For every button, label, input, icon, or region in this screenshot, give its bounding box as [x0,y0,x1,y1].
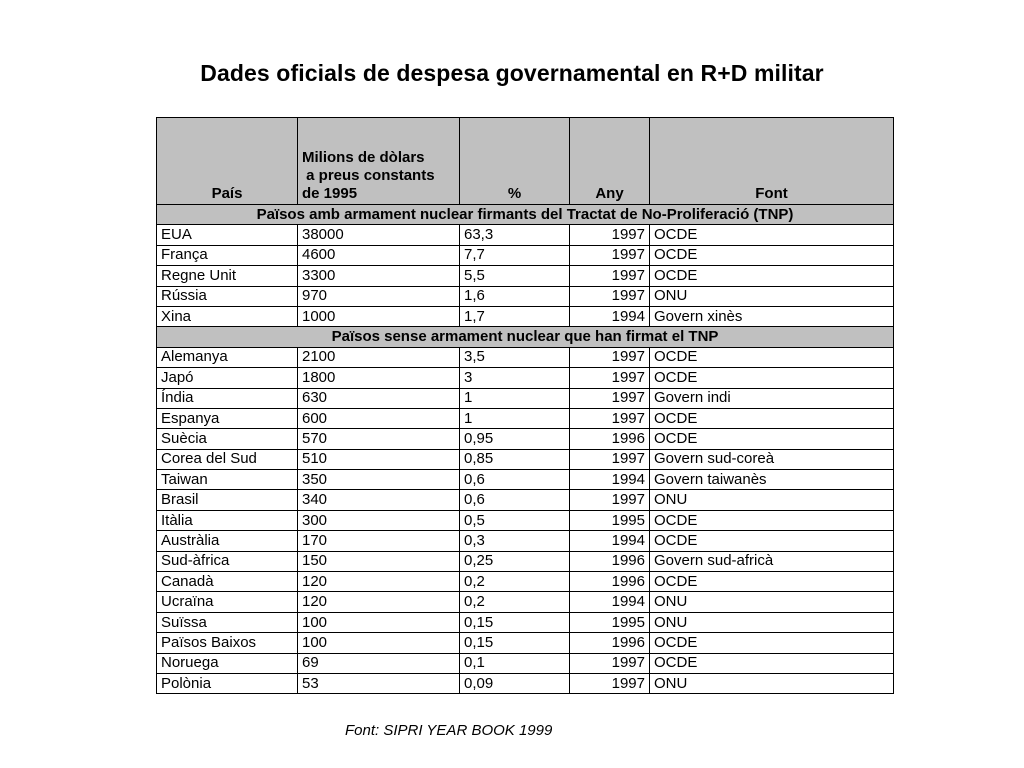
cell-country: Polònia [157,673,298,693]
table-row [157,490,894,510]
cell-country: Canadà [157,572,298,592]
cell-percent: 0,85 [460,449,570,469]
page-title: Dades oficials de despesa governamental en R+D militar [200,60,824,86]
cell-millions: 510 [298,449,460,469]
cell-percent: 0,6 [460,490,570,510]
cell-source: OCDE [650,368,894,388]
cell-country: Itàlia [157,510,298,530]
group-label: Països sense armament nuclear que han firmat el TNP [157,327,894,347]
cell-source: Govern taiwanès [650,470,894,490]
cell-year: 1994 [570,306,650,326]
table-body [157,205,894,694]
cell-source: OCDE [650,531,894,551]
table-row [157,225,894,245]
cell-year: 1996 [570,572,650,592]
cell-country: Japó [157,368,298,388]
table-row [157,286,894,306]
cell-year: 1997 [570,286,650,306]
cell-millions: 53 [298,673,460,693]
cell-percent: 0,95 [460,429,570,449]
cell-millions: 1800 [298,368,460,388]
table-header-row [157,118,894,205]
cell-percent: 1 [460,388,570,408]
cell-millions: 340 [298,490,460,510]
cell-millions: 300 [298,510,460,530]
cell-country: EUA [157,225,298,245]
cell-millions: 69 [298,653,460,673]
table-row [157,449,894,469]
group-header-row [157,327,894,347]
group-label: Països amb armament nuclear firmants del Tractat de No-Proliferació (TNP) [157,205,894,225]
table-row [157,408,894,428]
cell-country: Rússia [157,286,298,306]
cell-source: OCDE [650,266,894,286]
cell-country: Taiwan [157,470,298,490]
cell-country: Espanya [157,408,298,428]
table-row [157,510,894,530]
table-row [157,388,894,408]
cell-year: 1995 [570,510,650,530]
source-footnote: Font: SIPRI YEAR BOOK 1999 [345,722,553,739]
cell-country: Alemanya [157,347,298,367]
cell-percent: 0,2 [460,572,570,592]
cell-country: Sud-àfrica [157,551,298,571]
table-row [157,531,894,551]
cell-millions: 570 [298,429,460,449]
cell-country: Països Baixos [157,633,298,653]
cell-millions: 120 [298,592,460,612]
header-country: País [157,118,298,205]
cell-millions: 38000 [298,225,460,245]
cell-percent: 0,6 [460,470,570,490]
cell-source: Govern sud-coreà [650,449,894,469]
cell-millions: 1000 [298,306,460,326]
cell-percent: 0,3 [460,531,570,551]
cell-percent: 3,5 [460,347,570,367]
cell-millions: 150 [298,551,460,571]
cell-source: OCDE [650,429,894,449]
cell-source: OCDE [650,347,894,367]
cell-percent: 1 [460,408,570,428]
cell-source: ONU [650,612,894,632]
cell-percent: 0,15 [460,633,570,653]
cell-millions: 100 [298,612,460,632]
cell-source: ONU [650,490,894,510]
cell-millions: 630 [298,388,460,408]
cell-source: OCDE [650,572,894,592]
header-percent: % [460,118,570,205]
cell-source: Govern indi [650,388,894,408]
cell-year: 1997 [570,347,650,367]
cell-year: 1996 [570,633,650,653]
cell-year: 1997 [570,225,650,245]
cell-year: 1997 [570,449,650,469]
table-row [157,673,894,693]
cell-millions: 600 [298,408,460,428]
table-row [157,592,894,612]
table-row [157,245,894,265]
cell-country: Suïssa [157,612,298,632]
cell-year: 1994 [570,592,650,612]
cell-millions: 350 [298,470,460,490]
cell-millions: 3300 [298,266,460,286]
cell-source: ONU [650,673,894,693]
cell-source: ONU [650,286,894,306]
cell-country: Regne Unit [157,266,298,286]
cell-percent: 1,7 [460,306,570,326]
cell-year: 1997 [570,368,650,388]
cell-country: Brasil [157,490,298,510]
spending-table [156,117,894,694]
table-row [157,347,894,367]
table-row [157,551,894,571]
cell-year: 1997 [570,490,650,510]
cell-percent: 63,3 [460,225,570,245]
cell-source: OCDE [650,633,894,653]
cell-source: OCDE [650,510,894,530]
cell-country: Xina [157,306,298,326]
cell-source: OCDE [650,653,894,673]
cell-millions: 120 [298,572,460,592]
table-row [157,633,894,653]
cell-year: 1997 [570,245,650,265]
cell-country: Ucraïna [157,592,298,612]
group-header-row [157,205,894,225]
cell-source: ONU [650,592,894,612]
cell-millions: 170 [298,531,460,551]
table-row [157,368,894,388]
cell-source: Govern xinès [650,306,894,326]
cell-year: 1997 [570,653,650,673]
cell-percent: 5,5 [460,266,570,286]
header-year: Any [570,118,650,205]
table-row [157,306,894,326]
table-row [157,612,894,632]
cell-country: Noruega [157,653,298,673]
cell-millions: 2100 [298,347,460,367]
cell-source: OCDE [650,225,894,245]
cell-year: 1997 [570,673,650,693]
cell-millions: 100 [298,633,460,653]
cell-country: Austràlia [157,531,298,551]
cell-year: 1994 [570,531,650,551]
cell-country: França [157,245,298,265]
table-row [157,470,894,490]
cell-percent: 1,6 [460,286,570,306]
cell-percent: 7,7 [460,245,570,265]
cell-country: Índia [157,388,298,408]
table-row [157,429,894,449]
table-row [157,653,894,673]
header-source: Font [650,118,894,205]
cell-millions: 970 [298,286,460,306]
cell-year: 1997 [570,266,650,286]
cell-country: Suècia [157,429,298,449]
cell-percent: 3 [460,368,570,388]
cell-year: 1996 [570,429,650,449]
cell-source: OCDE [650,408,894,428]
cell-percent: 0,15 [460,612,570,632]
cell-percent: 0,1 [460,653,570,673]
table-row [157,266,894,286]
cell-percent: 0,2 [460,592,570,612]
cell-year: 1995 [570,612,650,632]
cell-year: 1994 [570,470,650,490]
table-row [157,572,894,592]
cell-year: 1997 [570,388,650,408]
cell-millions: 4600 [298,245,460,265]
cell-percent: 0,25 [460,551,570,571]
cell-year: 1996 [570,551,650,571]
cell-year: 1997 [570,408,650,428]
cell-percent: 0,5 [460,510,570,530]
cell-source: Govern sud-africà [650,551,894,571]
cell-country: Corea del Sud [157,449,298,469]
header-millions: Milions de dòlars a preus constants de 1995 [298,118,460,205]
cell-source: OCDE [650,245,894,265]
cell-percent: 0,09 [460,673,570,693]
